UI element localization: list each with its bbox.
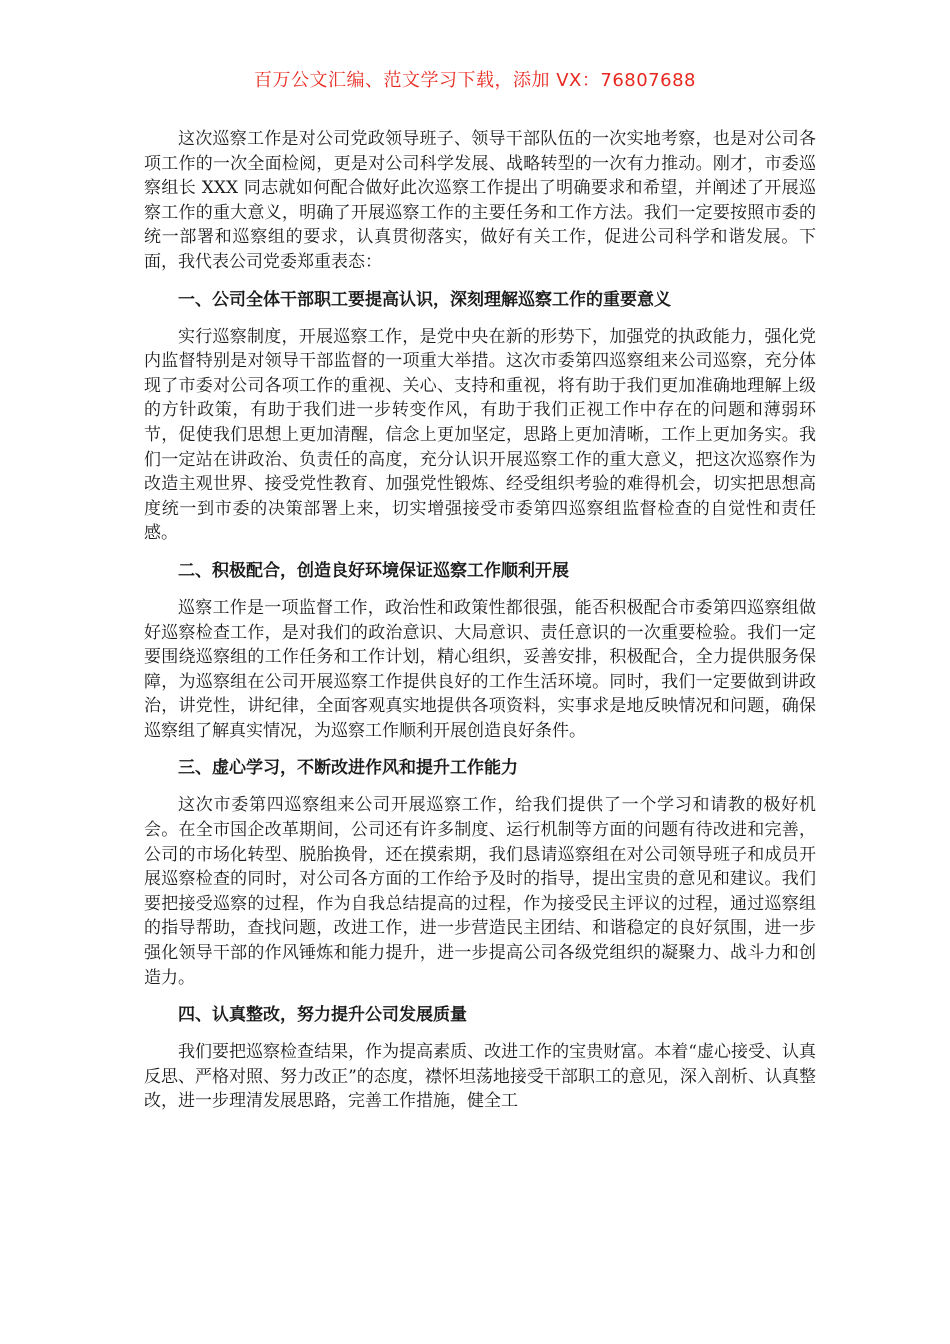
document-body <box>144 127 816 1114</box>
section-1-paragraph: 实行巡察制度，开展巡察工作，是党中央在新的形势下，加强党的执政能力，强化党内监督特别是对领导干部监督的一项重大举措。这次市委第四巡察组来公司巡察，充分体现了市委对公司各项工作的重视、关心、支持和重视，将有助于我们更加准确地理解上级的方针政策，有助于我们进一步转变作风，有助于我们正视工作中存在的问题和薄弱环节，促使我们思想上更加清醒，信念上更加坚定，思路上更加清晰，工作上更加务实。我们一定站在讲政治、负责任的高度，充分认识开展巡察工作的重大意义，把这次巡察作为改造主观世界、接受党性教育、加强党性锻炼、经受组织考验的难得机会，切实把思想高度统一到市委的决策部署上来，切实增强接受市委第四巡察组监督检查的自觉性和责任感。 <box>144 326 816 544</box>
intro-paragraph: 这次巡察工作是对公司党政领导班子、领导干部队伍的一次实地考察，也是对公司各项工作的一次全面检阅，更是对公司科学发展、战略转型的一次有力推动。刚才，市委巡察组长 XXX 同志就如何配合做好此次巡察工作提出了明确要求和希望，并阐述了开展巡察工作的重大意义，明确了开展巡察工作的主要任务和工作方法。我们一定要按照市委的统一部署和巡察组的要求，认真贯彻落实，做好有关工作，促进公司科学和谐发展。下面，我代表公司党委郑重表态： <box>144 129 816 272</box>
section-2-paragraph: 巡察工作是一项监督工作，政治性和政策性都很强，能否积极配合市委第四巡察组做好巡察检查工作，是对我们的政治意识、大局意识、责任意识的一次重要检验。我们一定要围绕巡察组的工作任务和工作计划，精心组织，妥善安排，积极配合，全力提供服务保障，为巡察组在公司开展巡察工作提供良好的工作生活环境。同时，我们一定要做到讲政治，讲党性，讲纪律，全面客观真实地提供各项资料，实事求是地反映情况和问题，确保巡察组了解真实情况，为巡察工作顺利开展创造良好条件。 <box>144 597 816 741</box>
section-2-heading: 二、积极配合，创造良好环境保证巡察工作顺利开展 <box>178 560 569 581</box>
section-3-heading: 三、虚心学习，不断改进作风和提升工作能力 <box>178 758 518 779</box>
section-3-paragraph: 这次市委第四巡察组来公司开展巡察工作，给我们提供了一个学习和请教的极好机会。在全市国企改革期间，公司还有许多制度、运行机制等方面的问题有待改进和完善，公司的市场化转型、脱胎换骨，还在摸索期，我们恳请巡察组在对公司领导班子和成员开展巡察检查的同时，对公司各方面的工作给予及时的指导，提出宝贵的意见和建议。我们要把接受巡察的过程，作为自我总结提高的过程，作为接受民主评议的过程，通过巡察组的指导帮助，查找问题，改进工作，进一步营造民主团结、和谐稳定的良好氛围，进一步强化领导干部的作风锤炼和能力提升，进一步提高公司各级党组织的凝聚力、战斗力和创造力。 <box>144 795 816 988</box>
section-1-heading: 一、公司全体干部职工要提高认识，深刻理解巡察工作的重要意义 <box>178 289 671 310</box>
section-4-paragraph: 我们要把巡察检查结果，作为提高素质、改进工作的宝贵财富。本着“虚心接受、认真反思、严格对照、努力改正”的态度，襟怀坦荡地接受干部职工的意见，深入剖析、认真整改，进一步理清发展思路，完善工作措施，健全工 <box>144 1042 816 1112</box>
watermark-banner: 百万公文汇编、范文学习下载，添加 VX：76807688 <box>254 70 696 91</box>
section-4-heading: 四、认真整改，努力提升公司发展质量 <box>178 1005 467 1026</box>
